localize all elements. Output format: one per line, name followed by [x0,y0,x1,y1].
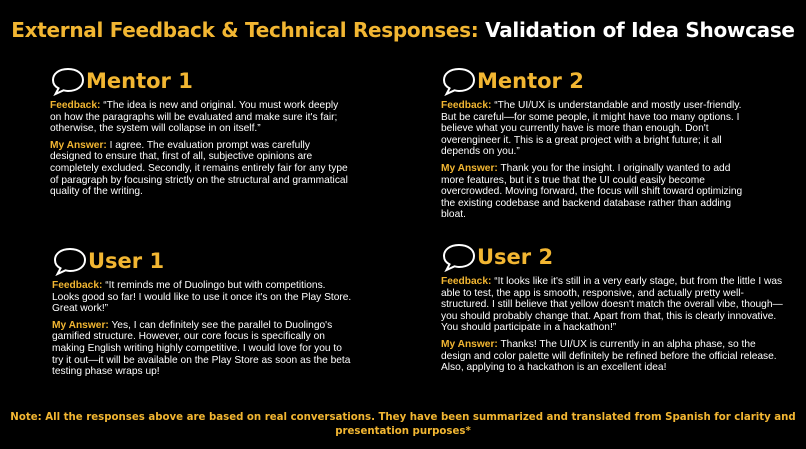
answer-label: My Answer: [50,139,107,151]
feedback-card-user-1 [52,246,352,383]
feedback-body: “The idea is new and original. You must work deeply on how the paragraphs will be evaluated and make sure it's fair; otherwise, the system will collapse in on itself.” [50,100,339,135]
feedback-body: “It looks like it's still in a very early stage, but from the little I was able to test, the app is smooth, responsive, and actually pretty well-structured. I still believe that yellow doesn't match the overall vibe, though—you should probably change that. Apart from that, this is clearly innovative. You should participate in a hackathon!” [441,276,783,334]
speech-bubble-icon [52,246,88,276]
card-title: Mentor 2 [477,69,584,93]
card-header [50,66,348,100]
feedback-card-user-2 [441,242,783,379]
answer-body: Thanks! The UI/UX is currently in an alpha phase, so the design and color palette will definitely be refined before the official release. Also, applying to a hackathon is an excellent idea! [441,338,777,374]
feedback-label: Feedback: [441,276,492,287]
speech-bubble-icon [50,66,86,96]
card-header [441,66,746,100]
feedback-label: Feedback: [50,100,101,111]
answer-label: My Answer: [52,319,109,331]
card-title: User 1 [88,249,165,273]
title-part-2: Validation of Idea Showcase [485,18,795,42]
feedback-card-mentor-1 [50,66,348,203]
answer-text [441,163,746,221]
answer-label: My Answer: [441,338,498,350]
feedback-card-mentor-2 [441,66,746,226]
speech-bubble-icon [441,66,477,96]
answer-label: My Answer: [441,162,498,174]
page-title [0,18,806,42]
card-title: Mentor 1 [86,69,193,93]
feedback-body: “The UI/UX is understandable and mostly user-friendly. But be careful—for some people, it might have too many options. I believe what you currently have is more than enough. Don't overengineer it. This is a great project with a bright future; it all depends on you.” [441,100,742,158]
feedback-text [441,100,746,158]
answer-text [52,320,352,378]
answer-text [50,140,348,198]
feedback-label: Feedback: [52,280,103,291]
card-header [52,246,352,280]
speech-bubble-icon [441,242,477,272]
feedback-text [50,100,348,135]
answer-text [441,339,783,374]
feedback-label: Feedback: [441,100,492,111]
answer-body: Yes, I can definitely see the parallel to Duolingo's gamified structure. However, our core focus is specifically on making English writing highly competitive. I would love for you to try it out—it will be available on the Play Store as soon as the beta testing phase wraps up! [52,319,351,378]
feedback-body: “It reminds me of Duolingo but with competitions. Looks good so far! I would like to use it once it's on the Play Store. Great work!” [52,280,352,315]
answer-body: I agree. The evaluation prompt was carefully designed to ensure that, first of all, subjective opinions are completely excluded. Secondly, it remains entirely fair for any type of paragraph by focusing strictly on the structural and grammatical quality of the writing. [50,139,348,198]
card-header [441,242,783,276]
title-part-1: External Feedback & Technical Responses: [11,18,479,42]
feedback-text [52,280,352,315]
answer-body: Thank you for the insight. I originally wanted to add more features, but it s true that the UI could easily become overcrowded. Moving forward, the focus will shift toward optimizing the existing codebase and backend database rather than adding bloat. [441,162,743,221]
footer-note: Note: All the responses above are based on real conversations. They have been summarized and translated from Spanish for clarity and presentation purposes* [10,412,796,437]
feedback-text [441,276,783,334]
card-title: User 2 [477,245,554,269]
